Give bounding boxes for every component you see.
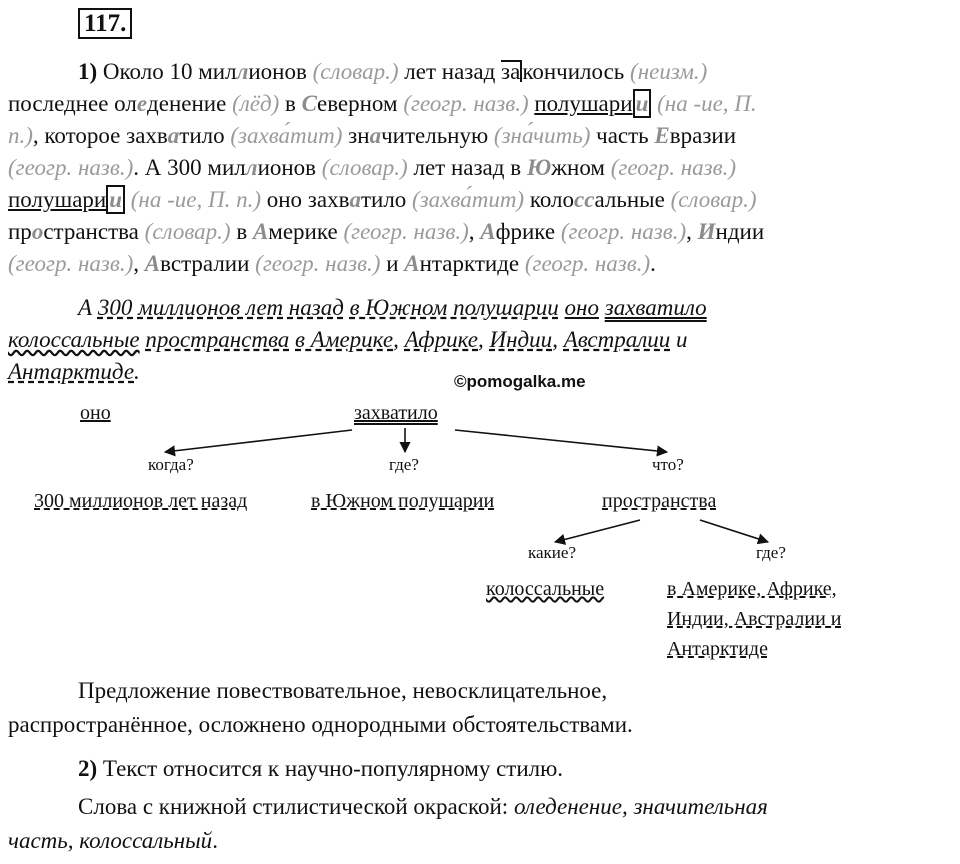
question-where2: где? — [756, 543, 786, 562]
watermark: ©pomogalka.me — [454, 372, 586, 391]
words-list-cont: часть, колоссальный — [8, 828, 213, 853]
text-segment: еверном — [316, 91, 404, 116]
text-segment: , — [686, 219, 698, 244]
text-segment: странства — [43, 219, 145, 244]
text-segment: (лёд) — [232, 91, 280, 116]
text-segment: (словар.) — [670, 187, 757, 212]
text-segment: лет назад в — [407, 155, 527, 180]
question-which: какие? — [528, 543, 576, 562]
conclusion — [8, 674, 948, 742]
text-segment: зн — [342, 123, 370, 148]
exercise-number: 117. — [78, 8, 132, 39]
text-segment: . — [134, 359, 140, 384]
places-line: Индии, Австралии и — [667, 608, 842, 630]
text-segment: в — [279, 91, 302, 116]
text-segment: (геогр. назв.) — [255, 251, 381, 276]
text-segment: , — [478, 327, 490, 352]
text-segment: Около 10 мил — [102, 59, 237, 84]
text-segment: А — [252, 219, 269, 244]
text-segment: Африке — [404, 327, 479, 352]
text-segment: коло — [524, 187, 575, 212]
text-segment: сс — [574, 187, 595, 212]
arrow-when — [165, 430, 352, 452]
text-segment: (геогр. назв.) — [343, 219, 469, 244]
text-segment: (зна́чить) — [493, 123, 591, 148]
text-segment: (захва́тит) — [412, 187, 525, 212]
text-segment: полушари — [534, 91, 633, 116]
text-segment: (геогр. назв.) — [8, 251, 134, 276]
words-end: . — [212, 828, 218, 853]
text-segment: , — [133, 251, 145, 276]
text-segment: 300 миллионов лет назад — [97, 295, 344, 320]
text-segment: и — [633, 89, 652, 118]
text-segment: (на -ие, П. п.) — [130, 187, 261, 212]
text-segment: л — [245, 155, 258, 180]
arrow-which — [555, 520, 640, 542]
places-line: в Америке, Африке, — [667, 578, 837, 600]
text-segment: ионов — [248, 59, 313, 84]
text-segment: а — [349, 187, 361, 212]
text-segment: , которое захв — [32, 123, 168, 148]
text-segment: Е — [654, 123, 670, 148]
text-segment: А — [144, 251, 161, 276]
arrow-what — [455, 430, 667, 452]
diagram-places — [667, 574, 842, 664]
text-segment: , — [468, 219, 481, 244]
text-segment: А — [480, 219, 496, 244]
places-line: Антарктиде — [667, 638, 768, 660]
text-segment: лет назад — [398, 59, 502, 84]
text-segment: мерике — [268, 219, 344, 244]
text-segment: л — [236, 59, 249, 84]
text-segment: (геогр. назв.) — [560, 219, 687, 244]
text-segment: в — [230, 219, 253, 244]
text-segment: колоссальные — [8, 327, 140, 352]
text-segment: оно захв — [260, 187, 350, 212]
text-segment: , — [393, 327, 405, 352]
text-segment: (геогр. назв.) — [610, 155, 737, 180]
part-marker: 1) — [78, 59, 103, 84]
diagram-object: пространства — [602, 490, 717, 512]
part2 — [8, 752, 948, 858]
question-when: когда? — [148, 455, 194, 474]
text-segment: ндии — [715, 219, 765, 244]
part2-marker: 2) — [78, 756, 98, 781]
text-segment: А — [404, 251, 420, 276]
text-segment: (геогр. назв.) — [524, 251, 651, 276]
text-segment: А — [78, 295, 98, 320]
text-segment: в Южном полушарии — [349, 295, 559, 320]
text-segment: (геогр. назв.) — [403, 91, 529, 116]
text-segment: чительную — [381, 123, 494, 148]
diagram-attribute: колоссальные — [486, 578, 605, 600]
text-segment: ионов — [257, 155, 322, 180]
diagram-subject: оно — [80, 402, 111, 424]
text-segment: денение — [147, 91, 233, 116]
text-segment: кончилось — [522, 59, 631, 84]
text-segment: п.) — [8, 123, 33, 148]
text-segment: тило — [360, 187, 413, 212]
text-segment: о — [31, 219, 44, 244]
text-segment: . А 300 мил — [133, 155, 246, 180]
text-segment: в Америке — [295, 327, 394, 352]
text-segment: С — [301, 91, 317, 116]
diagram-predicate: захватило — [354, 402, 438, 424]
text-segment: Австралии — [563, 327, 671, 352]
words-label: Слова с книжной стилистической окраской: — [78, 794, 514, 819]
conclusion-line: Предложение повествовательное, невосклицательное, — [78, 678, 608, 703]
text-segment: Антарктиде — [8, 359, 135, 384]
text-segment: и — [670, 327, 688, 352]
text-segment: а — [167, 123, 180, 148]
text-segment: за — [501, 59, 521, 84]
text-segment: часть — [590, 123, 655, 148]
conclusion-line: распространённое, осложнено однородными обстоятельствами. — [8, 712, 633, 737]
text-segment: фрике — [495, 219, 561, 244]
text-segment: оно — [564, 295, 599, 320]
text-segment: вразии — [669, 123, 737, 148]
text-segment: (неизм.) — [630, 59, 708, 84]
part2-text: Текст относится к научно-популярному стилю. — [97, 756, 564, 781]
text-segment: (на -ие, П. — [657, 91, 757, 116]
diagram-where: в Южном полушарии — [311, 490, 495, 512]
words-list: оледенение, значительная — [513, 794, 768, 819]
question-what: что? — [652, 455, 684, 474]
text-segment: И — [697, 219, 716, 244]
text-segment: Индии — [489, 327, 553, 352]
text-segment: (словар.) — [321, 155, 408, 180]
text-segment: тило — [179, 123, 231, 148]
text-segment: и — [380, 251, 405, 276]
text-segment: (словар.) — [144, 219, 231, 244]
text-segment: альные — [594, 187, 671, 212]
text-segment: жном — [551, 155, 611, 180]
arrow-where2 — [700, 520, 768, 542]
text-segment: пр — [8, 219, 32, 244]
text-segment: (словар.) — [312, 59, 399, 84]
text-segment: полушари — [8, 187, 107, 212]
text-segment: встралии — [160, 251, 256, 276]
diagram-when: 300 миллионов лет назад — [34, 490, 248, 512]
text-segment: а — [369, 123, 382, 148]
text-segment: и — [106, 185, 125, 214]
text-segment: пространства — [145, 327, 290, 352]
text-segment: (геогр. назв.) — [8, 155, 134, 180]
text-segment: е — [136, 91, 148, 116]
text-segment: Ю — [526, 155, 552, 180]
text-segment: последнее ол — [8, 91, 137, 116]
text-segment: , — [552, 327, 564, 352]
text-segment: захватило — [604, 295, 707, 320]
text-segment: (захва́тит) — [230, 123, 343, 148]
question-where: где? — [389, 455, 419, 474]
text-segment: нтарктиде — [419, 251, 525, 276]
text-segment: . — [650, 251, 656, 276]
